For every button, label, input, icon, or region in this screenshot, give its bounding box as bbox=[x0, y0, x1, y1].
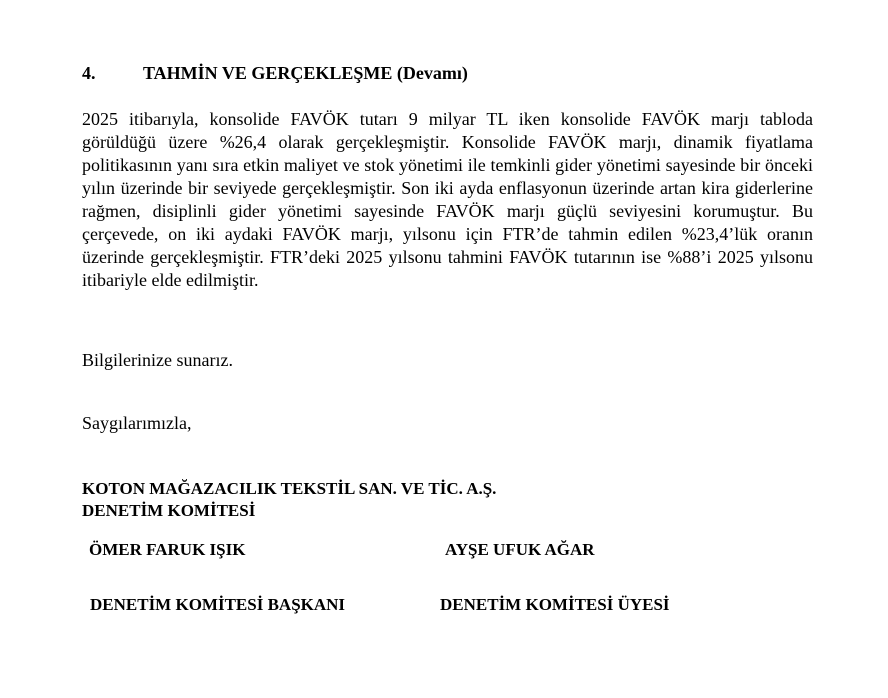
signatory-title-chairman: DENETİM KOMİTESİ BAŞKANI bbox=[90, 595, 346, 614]
signatory-name-member: AYŞE UFUK AĞAR bbox=[445, 540, 595, 559]
body-paragraph: 2025 itibarıyla, konsolide FAVÖK tutarı 9 milyar TL iken konsolide FAVÖK marjı tabloda görüldüğü üzere %26,4 olarak gerçekleşmiştir. Konsolide FAVÖK marjı, dinamik fiyatlama politikasının yanı sıra etkin maliyet ve stok yönetimi ile temkinli gider yönetimi sayesinde bir önceki yılın üzerinde bir seviyede gerçekleşmiştir. Son iki ayda enflasyonun üzerinde artan kira giderlerine rağmen, disiplinli gider yönetimi sayesinde FAVÖK marjı güçlü seviyesini korumuştur. Bu çerçevede, on iki aydaki FAVÖK marjı, yılsonu için FTR’de tahmin edilen %23,4’lük oranın üzerinde gerçekleşmiştir. FTR’deki 2025 yılsonu tahmini FAVÖK tutarının ise %88’i 2025 yılsonu itibariyle elde edilmiştir. bbox=[82, 109, 813, 290]
section-number: 4. bbox=[82, 63, 96, 83]
closing-line: Bilgilerinize sunarız. bbox=[82, 350, 233, 370]
company-block bbox=[82, 478, 496, 522]
signatory-title-member: DENETİM KOMİTESİ ÜYESİ bbox=[440, 595, 670, 614]
committee-name: DENETİM KOMİTESİ bbox=[82, 501, 256, 520]
signatory-name-chairman: ÖMER FARUK IŞIK bbox=[89, 540, 246, 559]
salutation-line: Saygılarımızla, bbox=[82, 413, 192, 433]
section-heading bbox=[82, 63, 468, 84]
company-name: KOTON MAĞAZACILIK TEKSTİL SAN. VE TİC. A.Ş. bbox=[82, 479, 497, 498]
section-title: TAHMİN VE GERÇEKLEŞME (Devamı) bbox=[143, 63, 468, 83]
